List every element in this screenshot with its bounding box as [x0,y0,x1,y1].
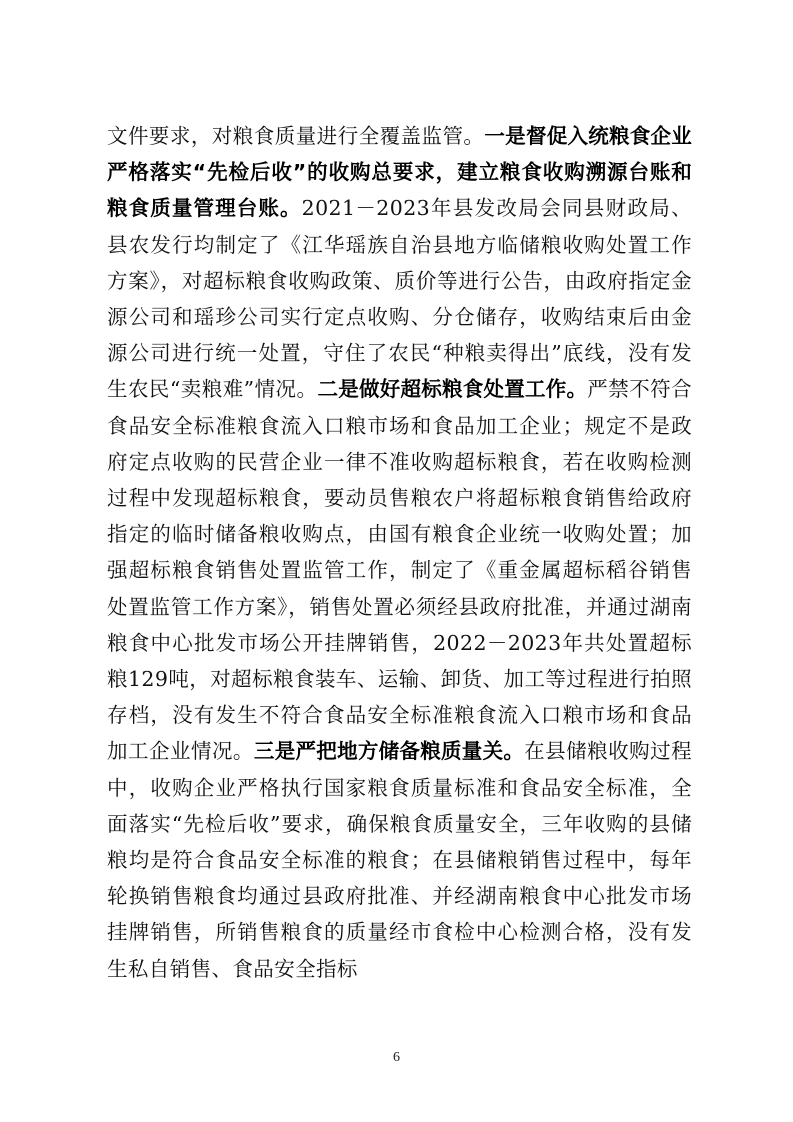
paragraph-text-2: 2021－2023年县发改局会同县财政局、县农发行均制定了《江华瑶族自治县地方临储粮收购处置工作方案》，对超标粮食收购政策、质价等进行公告，由政府指定金源公司和瑶珍公司实行定点收购、分仓储存，收购结束后由金源公司进行统一处置，守住了农民“种粮卖得出”底线，没有发生农民“卖粮难”情况。 [107,196,692,402]
paragraph-text-3: 严禁不符合食品安全标准粮食流入口粮市场和食品加工企业；规定不是政府定点收购的民营企业一律不准收购超标粮食，若在收购检测过程中发现超标粮食，要动员售粮农户将超标粮食销售给政府指定的临时储备粮收购点，由国有粮食企业统一收购处置；加强超标粮食销售处置监管工作，制定了《重金属超标稻谷销售处置监管工作方案》，销售处置必须经县政府批准，并通过湖南粮食中心批发市场公开挂牌销售，2022－2023年共处置超标粮129吨，对超标粮食装车、运输、卸货、加工等过程进行拍照存档，没有发生不符合食品安全标准粮食流入口粮市场和食品加工企业情况。 [107,377,692,764]
paragraph-text-4: 在县储粮收购过程中，收购企业严格执行国家粮食质量标准和食品安全标准，全面落实“先检后收”要求，确保粮食质量安全，三年收购的县储粮均是符合食品安全标准的粮食；在县储粮销售过程中，每年轮换销售粮食均通过县政府批准、并经湖南粮食中心批发市场挂牌销售，所销售粮食的质量经市食检中心检测合格，没有发生私自销售、食品安全指标 [107,739,692,981]
bold-heading-2: 二是做好超标粮食处置工作。 [317,377,588,402]
body-paragraph [107,118,692,987]
bold-heading-3: 三是严把地方储备粮质量关。 [253,739,525,764]
page-number: 6 [393,1050,400,1065]
bold-heading-1: 一是督促入统粮食企业严格落实“先检后收”的收购总要求，建立粮食收购溯源台账和粮食质量管理台账。 [107,124,693,221]
paragraph-text-1: 文件要求，对粮食质量进行全覆盖监管。 [107,124,485,148]
